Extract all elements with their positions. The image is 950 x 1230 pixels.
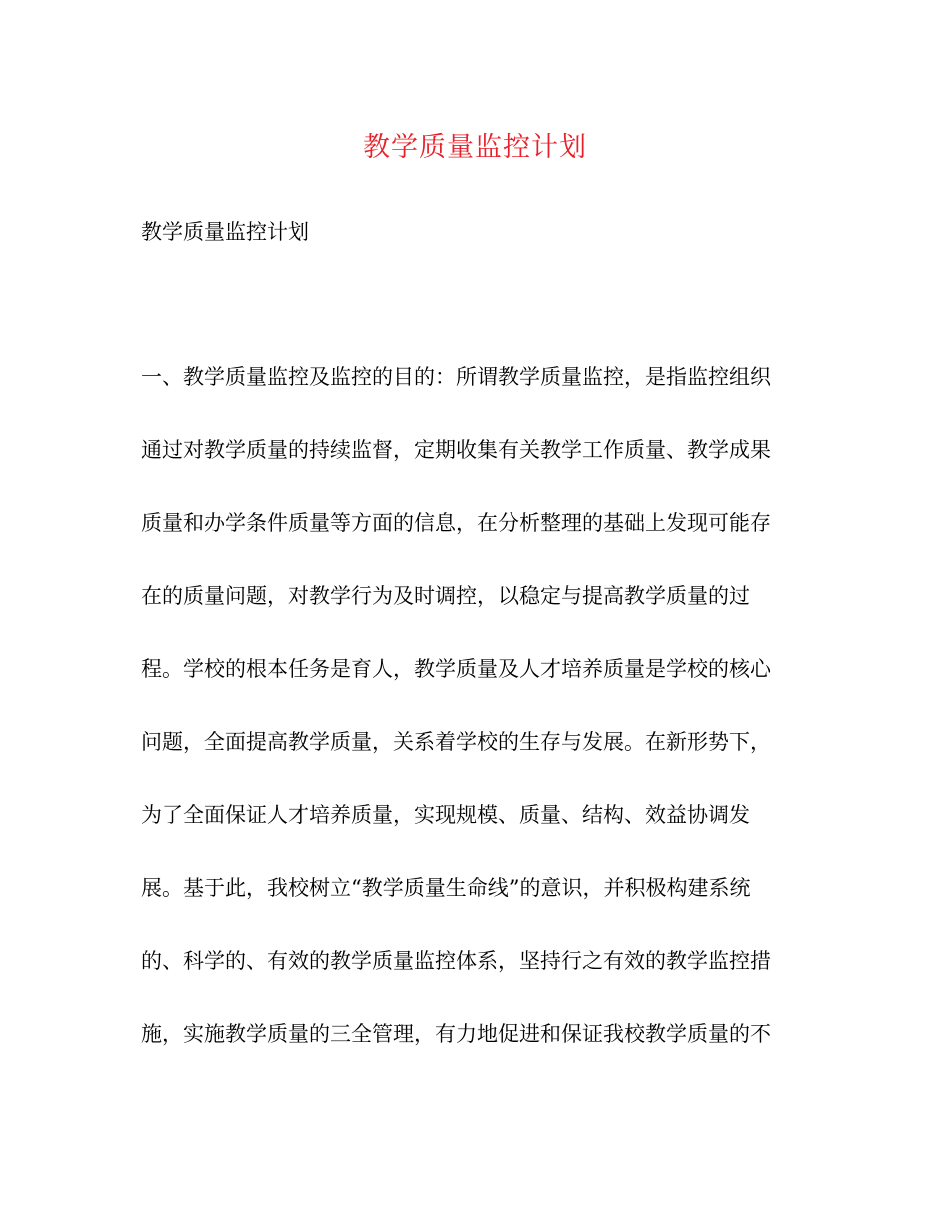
document-subtitle: 教学质量监控计划	[141, 220, 309, 244]
body-line: 为了全面保证人才培养质量，实现规模、质量、结构、效益协调发	[141, 803, 750, 827]
body-line: 展。基于此，我校树立“教学质量生命线”的意识，并积极构建系统	[141, 876, 751, 900]
document-body	[141, 362, 811, 1092]
body-line: 施，实施教学质量的三全管理，有力地促进和保证我校教学质量的不	[141, 1022, 771, 1046]
document-title: 教学质量监控计划	[363, 132, 587, 163]
body-line: 在的质量问题，对教学行为及时调控，以稳定与提高教学质量的过	[141, 584, 750, 608]
body-line: 程。学校的根本任务是育人，教学质量及人才培养质量是学校的核心	[141, 657, 771, 681]
body-line: 的、科学的、有效的教学质量监控体系，坚持行之有效的教学监控措	[141, 949, 771, 973]
body-line: 问题，全面提高教学质量，关系着学校的生存与发展。在新形势下，	[141, 730, 771, 754]
body-line: 一、教学质量监控及监控的目的：所谓教学质量监控，是指监控组织	[141, 365, 771, 389]
body-line: 质量和办学条件质量等方面的信息，在分析整理的基础上发现可能存	[141, 511, 771, 535]
body-line: 通过对教学质量的持续监督，定期收集有关教学工作质量、教学成果	[141, 438, 771, 462]
